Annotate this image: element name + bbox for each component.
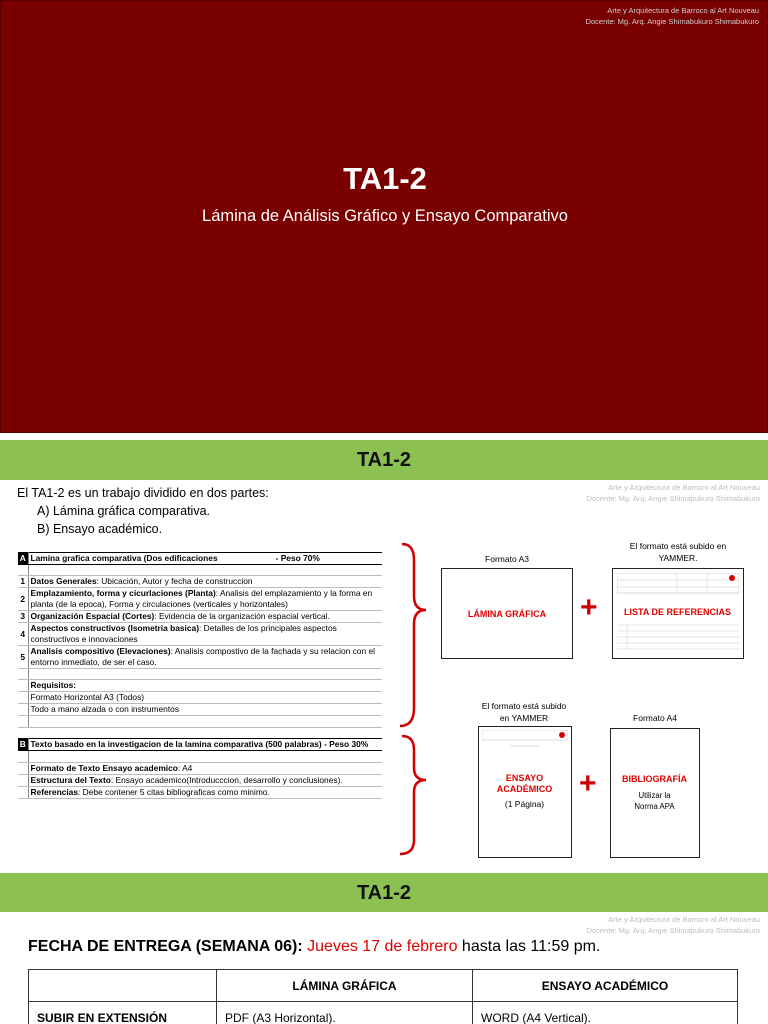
- table-a-header: [18, 553, 382, 565]
- row-lamina-value: PDF (A3 Horizontal).: [217, 1002, 473, 1024]
- slide-subtitle: Lámina de Análisis Gráfico y Ensayo Comparativo: [202, 207, 568, 225]
- course-credit: [586, 5, 759, 27]
- credit-course: Arte y Arquitectura de Barroco al Art Nouveau: [607, 6, 759, 15]
- brace-arrows-icon: [392, 540, 432, 870]
- table-row: Estructura del Texto: Ensayo academico(Introducccion, desarrollo y conclusiones).: [18, 775, 382, 787]
- lista-box: [612, 568, 744, 659]
- caption-yammer-top: El formato está subido en YAMMER.: [629, 541, 727, 563]
- table-row: Referencias: Debe contener 5 citas bibliograficas como minimo.: [18, 787, 382, 799]
- delivery-table: [28, 969, 738, 1024]
- delivery-day: Jueves 17 de febrero: [307, 938, 458, 955]
- biblio-sublabel: Utilizar la Norma APA: [634, 791, 675, 811]
- col-lamina: LÁMINA GRÁFICA: [217, 970, 473, 1002]
- table-a-title: Lamina grafica comparativa (Dos edificaciones: [30, 553, 218, 563]
- col-ensayo: ENSAYO ACADÉMICO: [473, 970, 738, 1002]
- intro-text: [17, 484, 269, 538]
- requirement-item: Formato Horizontal A3 (Todos): [28, 692, 382, 704]
- delivery-time: hasta las 11:59 pm.: [461, 938, 601, 955]
- credit-course: Arte y Arquitectura de Barroco al Art Nouveau: [608, 483, 760, 492]
- course-credit-3: [587, 914, 760, 936]
- caption-a4: Formato A4: [633, 713, 677, 723]
- course-credit-2: [587, 482, 760, 504]
- biblio-label: BIBLIOGRAFÍA: [622, 774, 687, 784]
- table-a: [18, 552, 382, 728]
- table-row: 1 Datos Generales: Ubicación, Autor y fecha de construccion: [18, 576, 382, 588]
- table-a-letter: A: [18, 553, 28, 565]
- form-header-icon: [617, 573, 739, 595]
- delivery-date: [28, 938, 600, 956]
- slide3-content: [0, 912, 768, 1024]
- table-row: Formato de Texto Ensayo academico: A4: [18, 763, 382, 775]
- table-row: 4 Aspectos constructivos (Isometria basica): Detalles de los principales aspectos constructivos e innovaciones: [18, 623, 382, 646]
- plus-icon: +: [580, 591, 598, 624]
- table-a-weight: - Peso 70%: [275, 553, 320, 563]
- form-lines-icon: [617, 621, 739, 653]
- slide2-content: [0, 480, 768, 872]
- row-ensayo-value: WORD (A4 Vertical).: [473, 1002, 738, 1024]
- table-b-title: Texto basado en la investigacion de la lamina comparativa (500 palabras) - Peso 30%: [28, 739, 382, 751]
- credit-teacher: Docente: Mg. Arq. Angie Shimabukuro Shimabukuro: [585, 17, 759, 26]
- slide3-band-title: TA1-2: [356, 881, 412, 904]
- plus-icon: +: [579, 767, 597, 800]
- caption-yammer-bottom: El formato está subido en YAMMER: [481, 701, 567, 723]
- slide2-band-title: TA1-2: [356, 448, 412, 471]
- slide-title: TA1-2: [343, 161, 427, 196]
- intro-line: El TA1-2 es un trabajo dividido en dos partes:: [17, 486, 269, 500]
- table-row: [29, 970, 738, 1002]
- table-b-letter: B: [18, 739, 28, 751]
- part-a: A) Lámina gráfica comparativa.: [37, 504, 210, 518]
- table-row: [18, 692, 382, 704]
- title-slide: [0, 0, 768, 433]
- caption-a3: Formato A3: [485, 554, 529, 564]
- part-b: B) Ensayo académico.: [37, 522, 163, 536]
- biblio-box: [610, 728, 700, 858]
- table-b-header: [18, 739, 382, 751]
- table-row: 5 Analisis compositivo (Elevaciones): Analisis compostivo de la fachada y su relacion con el entorno inmediato, de ser el caso.: [18, 646, 382, 669]
- table-row: [18, 680, 382, 692]
- table-row: [29, 1002, 738, 1024]
- ensayo-box: [478, 726, 572, 858]
- ensayo-sublabel: (1 Página): [504, 799, 545, 809]
- lamina-box: [441, 568, 573, 659]
- table-row: [18, 704, 382, 716]
- requirements-title: Requisitos:: [30, 680, 77, 690]
- delivery-label: FECHA DE ENTREGA (SEMANA 06):: [28, 938, 303, 955]
- lista-label: LISTA DE REFERENCIAS: [623, 607, 731, 617]
- credit-teacher: Docente: Mg. Arq. Angie Shimabukuro Shimabukuro: [586, 926, 760, 935]
- slide3-header-band: [0, 873, 768, 913]
- table-row: 2 Emplazamiento, forma y cicurlaciones (Planta): Analisis del emplazamiento y la forma en planta (de la epoca), Forma y circulaciones (verticales y horizontales): [18, 588, 382, 611]
- lamina-label: LÁMINA GRÁFICA: [467, 608, 547, 619]
- form-header-icon: [482, 730, 568, 750]
- credit-course: Arte y Arquitectura de Barroco al Art Nouveau: [608, 915, 760, 924]
- row-label: SUBIR EN EXTENSIÓN: [29, 1002, 217, 1024]
- table-b: [18, 738, 382, 799]
- requirement-item: Todo a mano alzada o con instrumentos: [28, 704, 382, 716]
- slide2-header-band: [0, 440, 768, 480]
- ensayo-label: ENSAYO ACADÉMICO: [496, 773, 553, 794]
- credit-teacher: Docente: Mg. Arq. Angie Shimabukuro Shimabukuro: [586, 494, 760, 503]
- table-row: 3 Organización Espacial (Cortes): Evidencia de la organización espacial vertical.: [18, 611, 382, 623]
